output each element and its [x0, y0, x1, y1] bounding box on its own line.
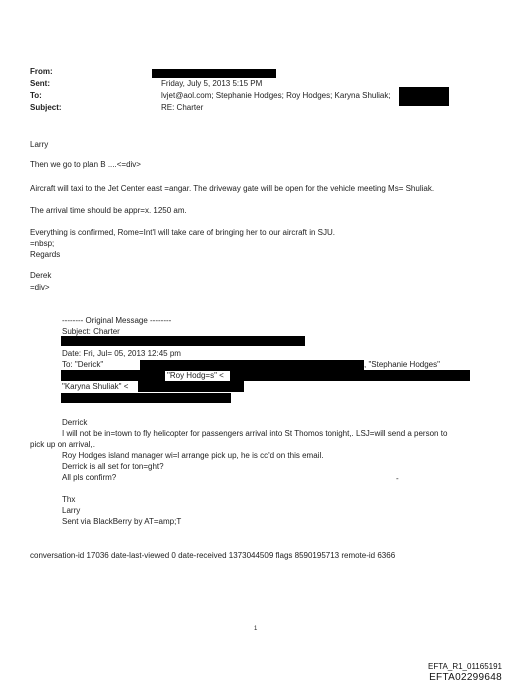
redaction-orig-roy: [230, 370, 470, 381]
original-karyna: "Karyna Shuliak" <: [62, 382, 129, 391]
redaction-from: [152, 69, 276, 78]
body-line-1: Then we go to plan B ....<=div>: [30, 160, 141, 169]
original-subject: Subject: Charter: [62, 327, 120, 336]
original-line-1b: pick up on arrival,.: [30, 440, 95, 449]
body-line-5: =nbsp;: [30, 239, 55, 248]
original-greeting: Derrick: [62, 418, 88, 427]
sent-value: Friday, July 5, 2013 5:15 PM: [161, 79, 263, 88]
original-message-header: -------- Original Message --------: [62, 316, 172, 325]
original-date: Date: Fri, Jul= 05, 2013 12:45 pm: [62, 349, 181, 358]
redaction-orig-1: [61, 336, 305, 346]
to-label: To:: [30, 91, 42, 100]
original-line-3: Derrick is all set for ton=ght?: [62, 462, 164, 471]
signature-name: Derek: [30, 271, 52, 280]
body-line-6: Regards: [30, 250, 61, 259]
redaction-orig-3: [61, 393, 231, 403]
conversation-line: conversation-id 17036 date-last-viewed 0 date-received 1373044509 flags 8590195713 remote-id 6366: [30, 551, 396, 560]
footer-id-2: EFTA02299648: [429, 672, 502, 683]
subject-value: RE: Charter: [161, 103, 204, 112]
original-thx: Thx: [62, 495, 76, 504]
original-line-4: All pls confirm?: [62, 473, 117, 482]
sent-label: Sent:: [30, 79, 50, 88]
from-label: From:: [30, 67, 53, 76]
body-line-4: Everything is confirmed, Rome=Int'l will take care of bringing her to our aircraft in SJU.: [30, 228, 335, 237]
signature-tag: =div>: [30, 283, 50, 292]
original-line-1: I will not be in=town to fly helicopter for passengers arrival into St Thomos tonight,. LSJ=will send a person to: [62, 429, 448, 438]
footer-id-1: EFTA_R1_01165191: [428, 662, 502, 671]
body-line-3: The arrival time should be appr=x. 1250 am.: [30, 206, 187, 215]
original-sent-via: Sent via BlackBerry by AT=amp;T: [62, 517, 182, 526]
greeting: Larry: [30, 140, 49, 149]
original-line-2: Roy Hodges island manager wi=l arrange pick up, he is cc'd on this email.: [62, 451, 324, 460]
redaction-to: [399, 87, 449, 106]
original-larry: Larry: [62, 506, 81, 515]
original-to-stephanie: , "Stephanie Hodges": [364, 360, 440, 369]
page-number: 1: [254, 626, 258, 632]
body-line-2: Aircraft will taxi to the Jet Center east =angar. The driveway gate will be open for the vehicle meeting Ms= Shuliak.: [30, 184, 435, 193]
redaction-orig-2: [61, 370, 165, 381]
stray-dash: -: [396, 474, 399, 483]
original-roy: "Roy Hodg=s" <: [167, 371, 224, 380]
original-to: To: "Derick": [62, 360, 104, 369]
to-value: lvjet@aol.com; Stephanie Hodges; Roy Hodges; Karyna Shuliak;: [161, 91, 391, 100]
subject-label: Subject:: [30, 103, 62, 112]
redaction-orig-karyna: [138, 381, 244, 392]
